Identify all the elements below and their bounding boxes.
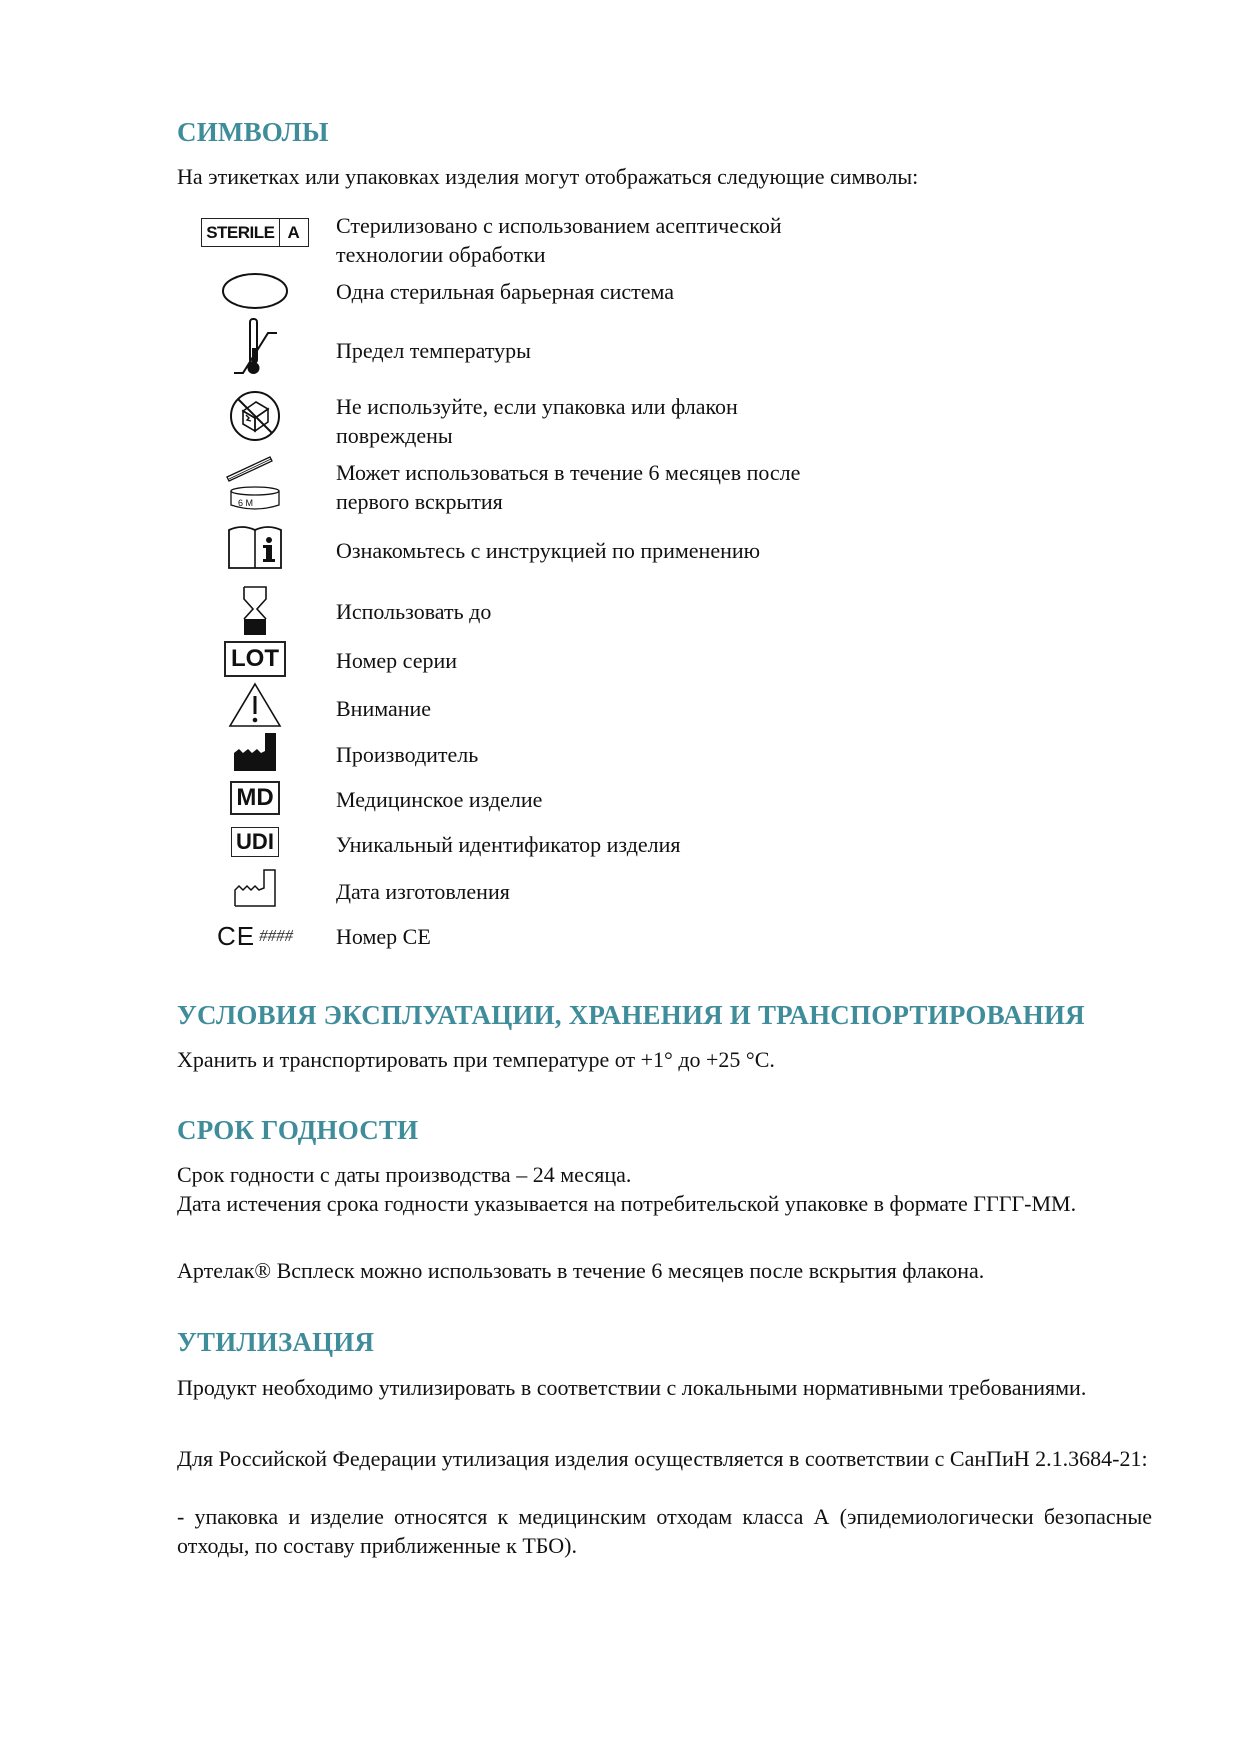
- temperature-limit-icon: [190, 316, 320, 378]
- storage-heading: УСЛОВИЯ ЭКСПЛУАТАЦИИ, ХРАНЕНИЯ И ТРАНСПОРТИРОВАНИЯ: [177, 1000, 1085, 1030]
- sterile-a-icon: [190, 215, 320, 249]
- symbol-description: Производитель: [336, 742, 479, 767]
- md-label: MD: [230, 781, 279, 815]
- symbol-description: Уникальный идентификатор изделия: [336, 832, 681, 857]
- manufacturer-icon: [190, 730, 320, 774]
- medical-device-icon: [190, 779, 320, 817]
- caution-icon: [190, 682, 320, 728]
- consult-instructions-icon: [190, 524, 320, 570]
- symbol-description: Предел температуры: [336, 338, 531, 363]
- udi-label: UDI: [231, 827, 279, 857]
- symbol-description: Номер СЕ: [336, 924, 431, 949]
- symbol-description-line: Может использоваться в течение 6 месяцев после: [336, 460, 801, 485]
- symbol-description: [336, 392, 916, 450]
- shelf-life-line1: Срок годности с даты производства – 24 месяца.: [177, 1162, 632, 1187]
- disposal-paragraph-3: - упаковка и изделие относятся к медицинским отходам класса А (эпидемиологически безопасные отходы, по составу приближенные к ТБО).: [177, 1504, 1152, 1558]
- disposal-paragraph-2: Для Российской Федерации утилизация изделия осуществляется в соответствии с СанПиН 2.1.3684-21:: [177, 1446, 1148, 1471]
- shelf-life-line2: Дата истечения срока годности указывается на потребительской упаковке в формате ГГГГ-ММ.: [177, 1191, 1077, 1216]
- ce-label: CE: [216, 920, 256, 951]
- symbol-description: Номер серии: [336, 648, 457, 673]
- ce-mark-icon: [190, 918, 320, 954]
- single-barrier-icon: [190, 271, 320, 311]
- pao-label: 6 M: [238, 498, 254, 508]
- lot-label: LOT: [224, 641, 286, 677]
- symbol-description: Внимание: [336, 696, 432, 721]
- use-by-hourglass-icon: [190, 585, 320, 637]
- symbol-description: Использовать до: [336, 599, 492, 624]
- disposal-heading: УТИЛИЗАЦИЯ: [177, 1327, 375, 1357]
- symbol-description: Медицинское изделие: [336, 787, 543, 812]
- shelf-life-heading: СРОК ГОДНОСТИ: [177, 1115, 419, 1145]
- symbol-description-line: Не используйте, если упаковка или флакон: [336, 394, 738, 419]
- symbols-heading: СИМВОЛЫ: [177, 117, 329, 147]
- symbol-description-line: повреждены: [336, 423, 453, 448]
- symbol-description-line: первого вскрытия: [336, 489, 503, 514]
- period-after-opening-icon: [190, 455, 320, 513]
- do-not-use-if-damaged-icon: [190, 389, 320, 443]
- date-of-manufacture-icon: [190, 867, 320, 909]
- ce-number-placeholder: ####: [259, 926, 294, 945]
- lot-icon: [190, 640, 320, 678]
- symbol-description: [336, 458, 916, 516]
- symbol-description: Ознакомьтесь с инструкцией по применению: [336, 538, 761, 563]
- symbol-description: Одна стерильная барьерная система: [336, 279, 675, 304]
- symbol-description-line: Стерилизовано с использованием асептической: [336, 213, 782, 238]
- symbol-description: Дата изготовления: [336, 879, 510, 904]
- storage-text: Хранить и транспортировать при температуре от +1° до +25 °С.: [177, 1047, 775, 1072]
- disposal-paragraph-1: Продукт необходимо утилизировать в соответствии с локальными нормативными требованиями.: [177, 1375, 1087, 1400]
- udi-icon: [190, 824, 320, 860]
- symbol-description-line: технологии обработки: [336, 242, 546, 267]
- symbol-description: [336, 211, 916, 269]
- sterile-method-label: A: [287, 222, 300, 242]
- symbols-intro: На этикетках или упаковках изделия могут отображаться следующие символы:: [177, 164, 919, 189]
- sterile-label: STERILE: [202, 219, 279, 246]
- shelf-life-line3: Артелак® Всплеск можно использовать в течение 6 месяцев после вскрытия флакона.: [177, 1258, 985, 1283]
